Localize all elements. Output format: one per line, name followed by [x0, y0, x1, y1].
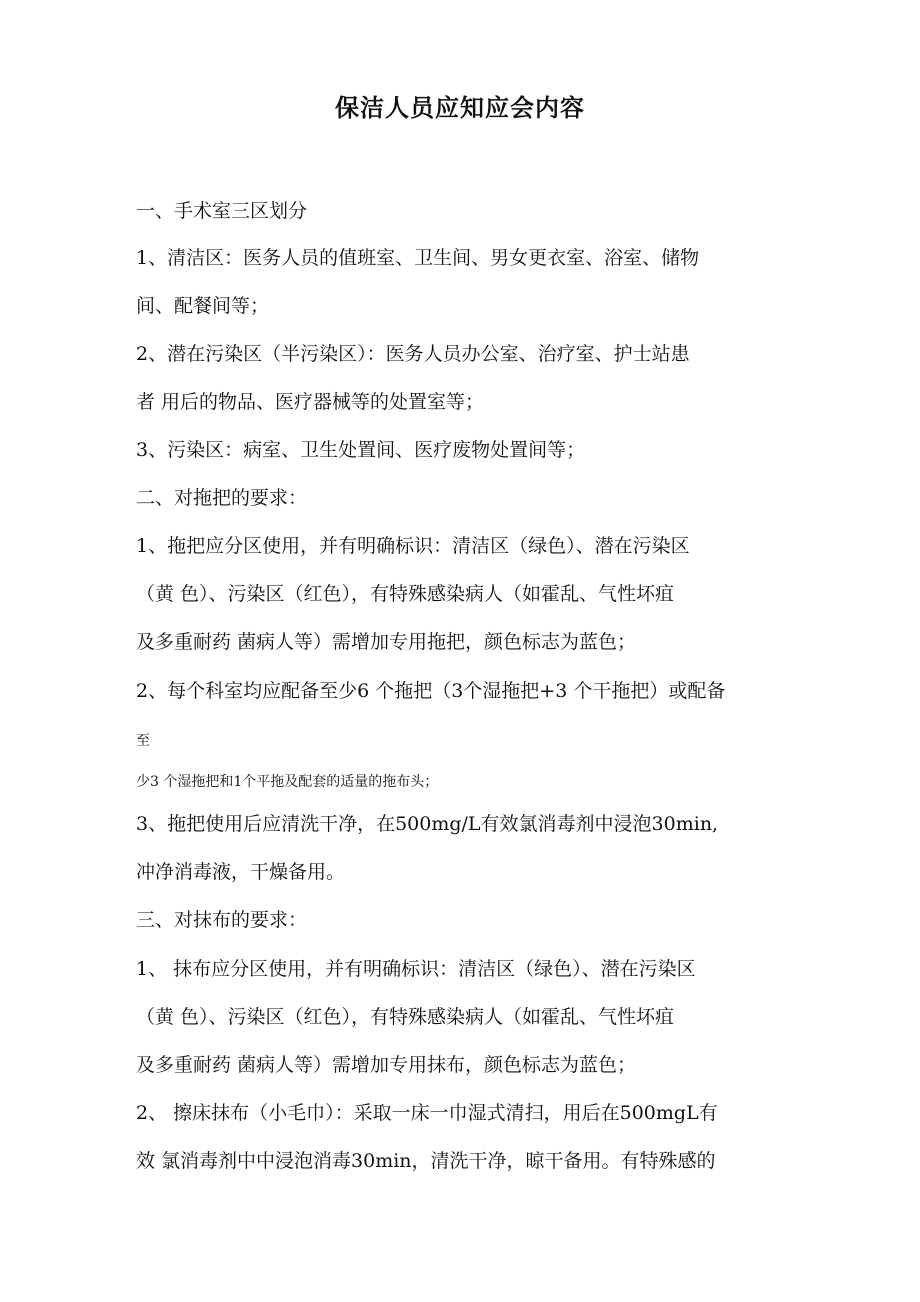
paragraph-line: 1、 抹布应分区使用，并有明确标识：清洁区（绿色）、潜在污染区	[136, 958, 696, 980]
paragraph-line: 2、每个科室均应配备至少6 个拖把（3个湿拖把+3 个干拖把）或配备	[136, 680, 726, 702]
paragraph-line: 及多重耐药 菌病人等）需增加专用拖把，颜色标志为蓝色；	[136, 631, 637, 653]
paragraph-line: 2、 擦床抹布（小毛巾）：采取一床一巾湿式清扫，用后在500mgL有	[136, 1102, 718, 1124]
paragraph-line-small: 少3 个湿拖把和1个平拖及配套的适量的拖布头；	[136, 774, 439, 790]
section-heading-cloth: 三、对抹布的要求：	[136, 909, 308, 931]
paragraph-line: （黄 色）、污染区（红色），有特殊感染病人（如霍乱、气性坏疽	[136, 583, 675, 605]
paragraph-line: 1、拖把应分区使用，并有明确标识：清洁区（绿色）、潜在污染区	[136, 535, 690, 557]
paragraph-line: 冲净消毒液，干燥备用。	[136, 861, 346, 883]
paragraph-line: 间、配餐间等；	[136, 295, 270, 317]
paragraph-line: 3、污染区：病室、卫生处置间、医疗废物处置间等；	[136, 439, 586, 461]
paragraph-line: （黄 色）、污染区（红色），有特殊感染病人（如霍乱、气性坏疽	[136, 1006, 675, 1028]
document-title: 保洁人员应知应会内容	[335, 94, 585, 122]
paragraph-line: 者 用后的物品、医疗器械等的处置室等；	[136, 391, 485, 413]
paragraph-line: 1、清洁区：医务人员的值班室、卫生间、男女更衣室、浴室、储物	[136, 247, 700, 269]
paragraph-line-small: 至	[136, 733, 150, 749]
section-heading-mop: 二、对拖把的要求：	[136, 487, 308, 509]
paragraph-line: 3、拖把使用后应清洗干净，在500mg/L有效氯消毒剂中浸泡30min,	[136, 813, 719, 835]
paragraph-line: 2、潜在污染区（半污染区）：医务人员办公室、治疗室、护士站患	[136, 343, 690, 365]
paragraph-line: 效 氯消毒剂中中浸泡消毒30min，清洗干净，晾干备用。有特殊感的	[136, 1150, 716, 1172]
paragraph-line: 及多重耐药 菌病人等）需增加专用抹布，颜色标志为蓝色；	[136, 1054, 637, 1076]
section-heading-three-zones: 一、手术室三区划分	[136, 200, 308, 222]
